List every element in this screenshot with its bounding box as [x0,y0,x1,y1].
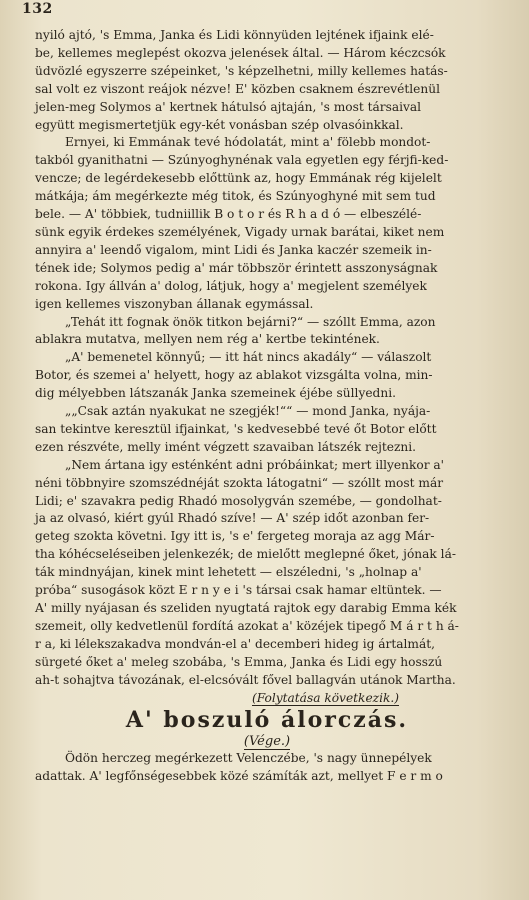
text-line: dig mélyebben látszanák Janka szemeinek éjébe süllyedni. [35,386,396,401]
text-line: bele. — A' többiek, tudniillik B o t o r és R h a d ó — elbeszélé- [35,207,422,222]
text-line: takból gyanithatni — Szúnyoghynénak vala egyetlen egy férjfi-ked- [35,153,449,168]
to-be-continued-text: (Folytatása következik.) [251,690,399,705]
text-line: Ernyei, ki Emmának tevé hódolatát, mint a' fölebb mondot- [65,135,431,150]
text-line: szemeit, olly kedvetlenül fordítá azokat a' közéjek tipegő M á r t h á- [35,618,459,633]
text-line: r a, ki lélekszakadva mondván-el a' decemberi hideg ig ártalmát, [35,636,436,651]
text-line: ezen részvéte, melly imént végzett szavaiban látszék rejtezni. [35,439,417,454]
text-line: sal volt ez viszont reájok nézve! E' közben csaknem észrevétlenül [35,81,440,96]
text-line: sürgeté őket a' meleg szobába, 's Emma, Janka és Lidi egy hosszú [35,654,443,669]
body-text [35,27,499,786]
text-line: „„Csak aztán nyakukat ne szegjék!““ — mond Janka, nyája- [65,404,431,419]
text-line: próba“ susogások közt E r n y e i 's társai csak hamar eltüntek. — [35,583,442,598]
section-end-note [35,733,499,750]
text-line: Ödön herczeg megérkezett Velenczébe, 's nagy ünnepélyek [65,751,432,766]
text-line: mátkája; ám megérkezte még titok, és Szúnyoghyné mit sem tud [35,189,436,204]
text-line: nyiló ajtó, 's Emma, Janka és Lidi könnyüden lejtének ifjaink elé- [35,28,434,42]
text-line: „Tehát itt fognak önök titkon bejárni?“ — szóllt Emma, azon [65,314,436,329]
text-line: geteg szokta követni. Igy itt is, 's e' fergeteg moraja az agg Már- [35,529,435,544]
text-line: ablakra mutatva, mellyen nem rég a' kertbe tekintének. [35,332,380,347]
text-line: sünk egyik érdekes személyének, Vigady urnak barátai, kiket nem [35,224,445,239]
text-line: üdvözlé egyszerre szépeinket, 's képzelhetni, milly kellemes hatás- [35,63,448,78]
section-end-text: (Vége.) [243,734,291,750]
text-line: annyira a' leendő vigalom, mint Lidi és Janka kaczér szemeik in- [35,242,432,257]
text-line: san tekintve keresztül ifjainkat, 's kedvesebbé tevé őt Botor előtt [35,421,437,436]
text-line: együtt megismertetjük egy-két vonásban szép olvasóinkkal. [35,117,404,132]
section-heading: A' boszuló álorczás. [125,707,409,734]
text-line: jelen-meg Solymos a' kertnek hátulsó ajtaján, 's most társaival [35,99,422,114]
to-be-continued-note [35,690,499,708]
text-line: rokona. Igy állván a' dolog, látjuk, hogy a' megjelent személyek [35,278,427,293]
text-line: igen kellemes viszonyban állanak egymással. [35,296,314,311]
text-line: „A' bemenetel könnyű; — itt hát nincs akadály“ — válaszolt [65,350,432,365]
text-line: tha kóhécseléseiben jelenkezék; de mielőtt meglepné őket, jónak lá- [35,547,456,562]
text-line: adattak. A' legfőnségesebbek közé számíták azt, mellyet F e r m o [35,769,443,784]
text-line: ták mindnyájan, kinek mint lehetett — elszéledni, 's „holnap a' [35,565,422,580]
text-line: néni többnyire szomszédnéját szokta látogatni“ — szóllt most már [35,475,444,490]
text-line: ah-t sohajtva távozának, el-elcsóvált fővel ballagván utánok Martha. [35,672,456,687]
text-line: ja az olvasó, kiért gyúl Rhadó szíve! — A' szép időt azonban fer- [35,511,430,526]
text-line: Lidi; e' szavakra pedig Rhadó mosolygván szemébe, — gondolhat- [35,493,442,508]
text-line: be, kellemes meglepést okozva jelenések által. — Három kéczcsók [35,45,446,60]
text-line: vencze; de legérdekesebb előttünk az, hogy Emmának rég kijelelt [35,171,442,186]
page-number: 132 [22,1,53,17]
text-line: Botor, és szemei a' helyett, hogy az ablakot vizsgálta volna, min- [35,368,433,383]
text-line: A' milly nyájasan és szeliden nyugtatá rajtok egy darabig Emma kék [35,601,457,615]
text-line: „Nem ártana igy esténként adni próbáinkat; mert illyenkor a' [65,457,445,472]
text-line: tének ide; Solymos pedig a' már többször érintett asszonyságnak [35,260,438,275]
